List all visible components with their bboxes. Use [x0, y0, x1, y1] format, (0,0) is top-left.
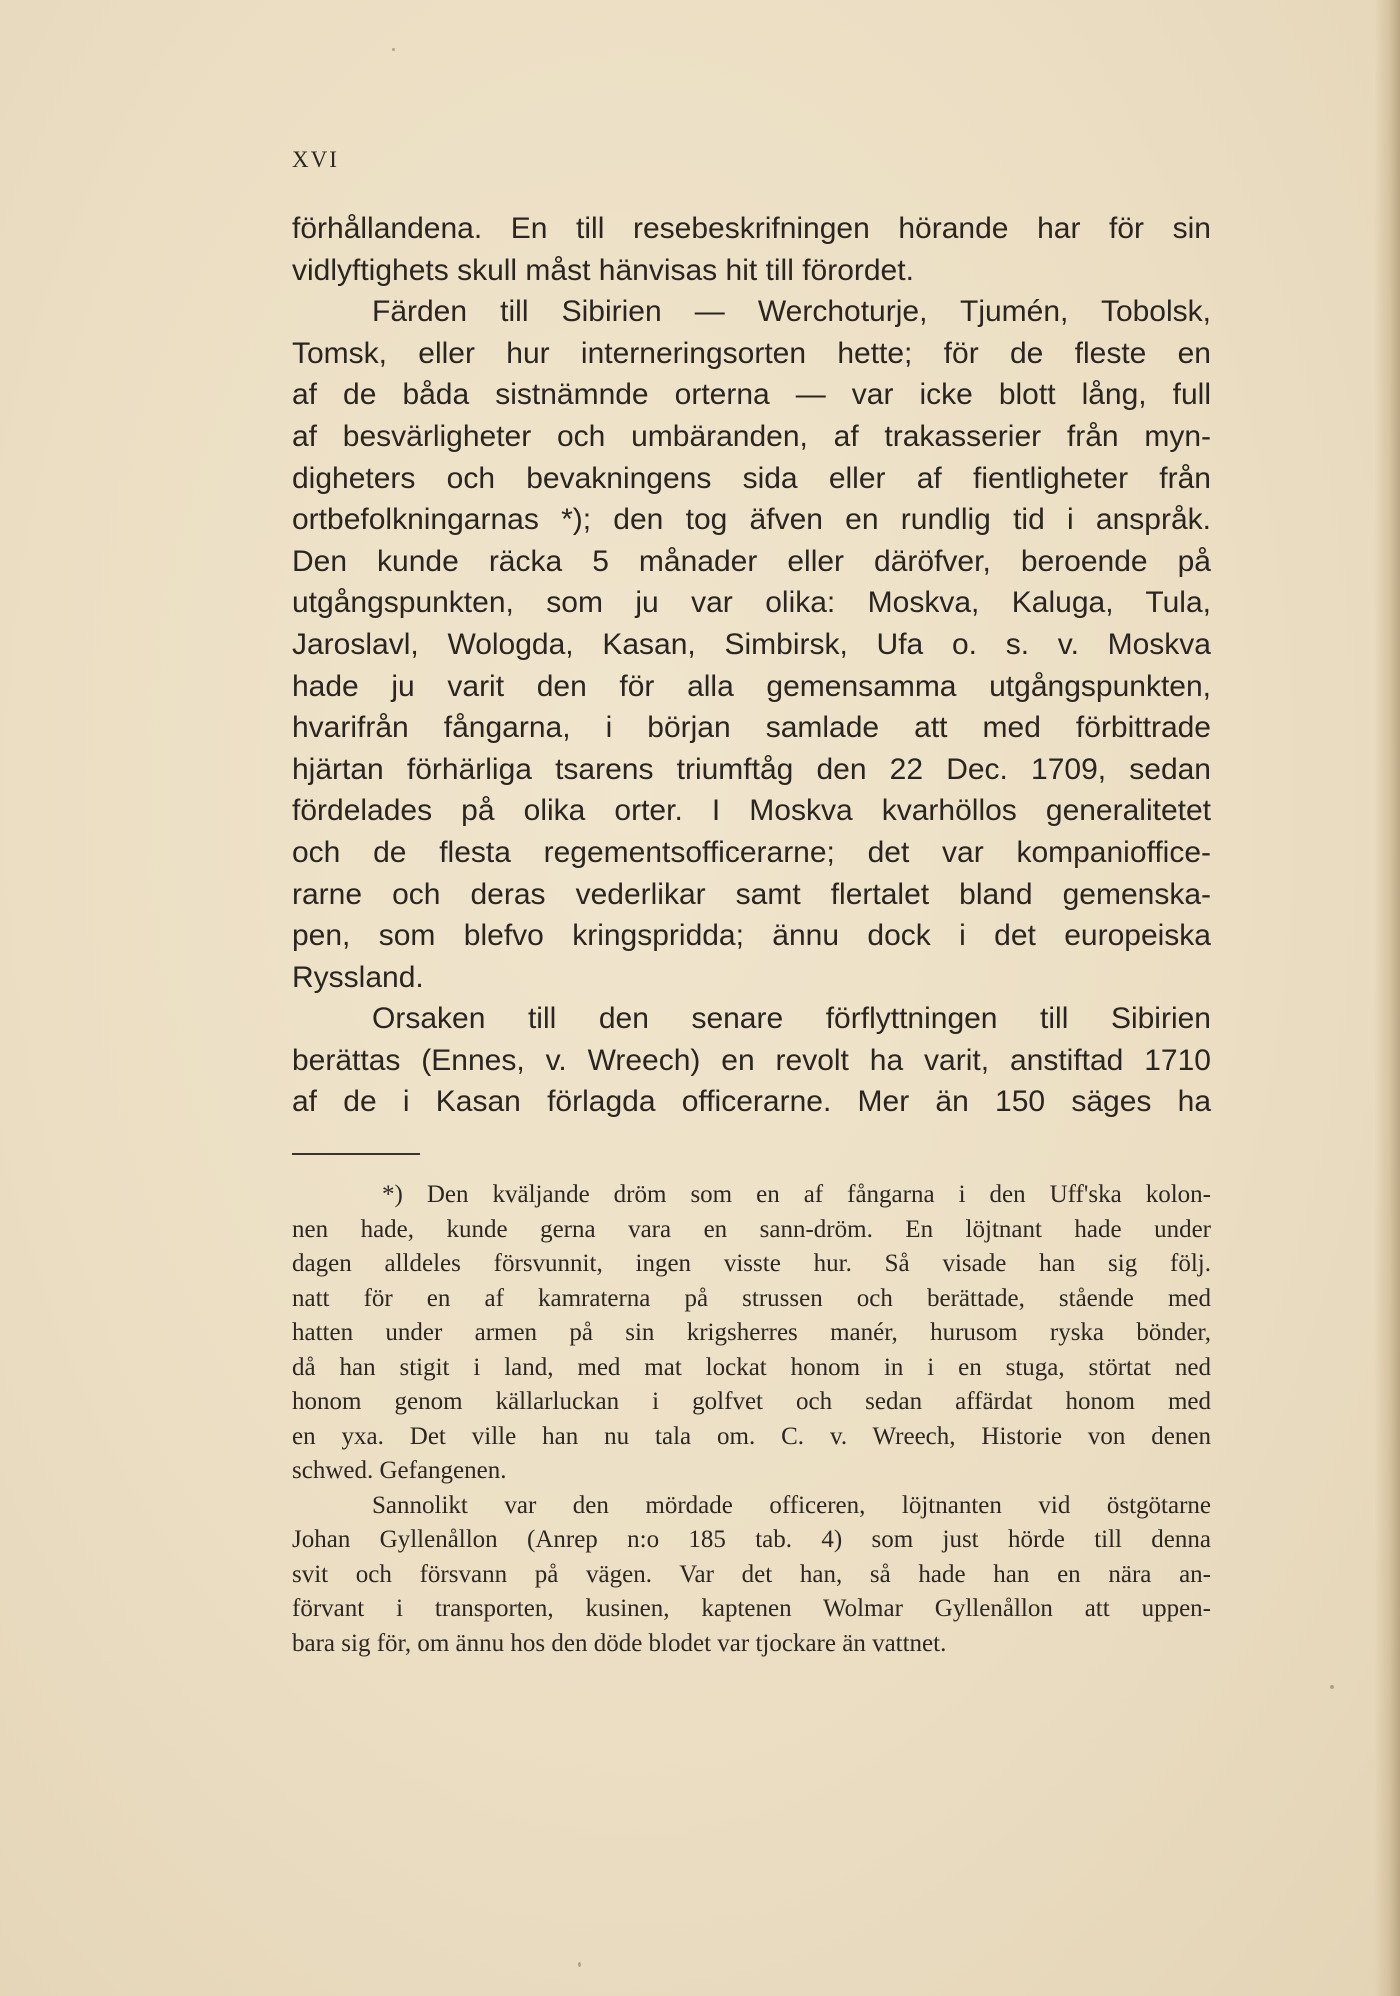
- paper-speck: [578, 1962, 581, 1967]
- paper-speck: [392, 48, 395, 51]
- footnote-paragraph-1: [292, 1178, 1211, 1489]
- text-line: fördelades på olika orter. I Moskva kvarhöllos generalitetet: [292, 794, 1211, 828]
- paper-speck: [1330, 1685, 1334, 1689]
- text-line: Färden till Sibirien — Werchoturje, Tjumén, Tobolsk,: [372, 295, 1211, 329]
- body-paragraph-2: [292, 291, 1211, 998]
- text-line: pen, som blefvo kringspridda; ännu dock i det europeiska: [292, 919, 1211, 953]
- text-line: vidlyftighets skull måst hänvisas hit till förordet.: [292, 253, 914, 287]
- footnote-line: dagen alldeles försvunnit, ingen visste hur. Så visade han sig följ.: [292, 1250, 1211, 1277]
- text-line: och de flesta regementsofficerarne; det var kompanioffice-: [292, 835, 1211, 869]
- footnote-line: förvant i transporten, kusinen, kaptenen Wolmar Gyllenållon att uppen-: [292, 1595, 1211, 1622]
- text-line: hvarifrån fångarna, i början samlade att med förbittrade: [292, 711, 1211, 745]
- text-line: Orsaken till den senare förflyttningen till Sibirien: [372, 1002, 1211, 1036]
- footnote-paragraph-2: [292, 1489, 1211, 1662]
- text-line: hade ju varit den för alla gemensamma utgångspunkten,: [292, 669, 1211, 703]
- body-paragraph-3: [292, 998, 1211, 1123]
- text-line: Tomsk, eller hur interneringsorten hette; för de fleste en: [292, 336, 1211, 370]
- footnote-line: *) Den kväljande dröm som en af fångarna i den Uff'ska kolon-: [382, 1181, 1211, 1208]
- text-line: Ryssland.: [292, 960, 424, 994]
- footnote-line: då han stigit i land, med mat lockat honom in i en stuga, störtat ned: [292, 1353, 1211, 1381]
- text-line: berättas (Ennes, v. Wreech) en revolt ha varit, anstiftad 1710: [292, 1043, 1211, 1077]
- text-line: hjärtan förhärliga tsarens triumftåg den 22 Dec. 1709, sedan: [292, 752, 1211, 786]
- footnotes: [292, 1178, 1211, 1661]
- text-line: utgångspunkten, som ju var olika: Moskva, Kaluga, Tula,: [292, 586, 1211, 620]
- footnote-line: Johan Gyllenållon (Anrep n:o 185 tab. 4) som just hörde till denna: [292, 1526, 1211, 1553]
- body-paragraph-1: [292, 208, 1211, 291]
- text-line: af besvärligheter och umbäranden, af trakasserier från myn-: [292, 419, 1211, 453]
- footnote-line: hatten under armen på sin krigsherres manér, hurusom ryska bönder,: [292, 1319, 1211, 1346]
- footnote-line: natt för en af kamraterna på strussen och berättade, stående med: [292, 1284, 1211, 1312]
- footnote-separator-rule: [292, 1153, 420, 1155]
- footnote-line: schwed. Gefangenen.: [292, 1457, 507, 1484]
- text-line: af de i Kasan förlagda officerarne. Mer än 150 säges ha: [292, 1085, 1211, 1119]
- text-line: ortbefolkningarnas *); den tog äfven en rundlig tid i anspråk.: [292, 503, 1211, 537]
- text-line: digheters och bevakningens sida eller af fientligheter från: [292, 461, 1211, 495]
- footnote-line: svit och försvann på vägen. Var det han, så hade han en nära an-: [292, 1560, 1211, 1588]
- footnote-line: Sannolikt var den mördade officeren, löjtnanten vid östgötarne: [372, 1491, 1211, 1519]
- text-line: Jaroslavl, Wologda, Kasan, Simbirsk, Ufa o. s. v. Moskva: [292, 627, 1211, 661]
- footnote-line: bara sig för, om ännu hos den döde blodet var tjockare än vattnet.: [292, 1629, 947, 1657]
- footnote-line: nen hade, kunde gerna vara en sann-dröm. En löjtnant hade under: [292, 1215, 1211, 1243]
- text-line: af de båda sistnämnde orterna — var icke blott lång, full: [292, 378, 1211, 412]
- page-edge-shadow: [1374, 0, 1400, 1996]
- text-line: Den kunde räcka 5 månader eller däröfver, beroende på: [292, 544, 1211, 578]
- footnote-line: en yxa. Det ville han nu tala om. C. v. Wreech, Historie von denen: [292, 1422, 1211, 1450]
- page-number: XVI: [292, 147, 339, 172]
- main-body-text: [292, 208, 1211, 1123]
- footnote-line: honom genom källarluckan i golfvet och sedan affärdat honom med: [292, 1388, 1211, 1415]
- text-line: rarne och deras vederlikar samt flertalet bland gemenska-: [292, 877, 1211, 911]
- text-line: förhållandena. En till resebeskrifningen hörande har för sin: [292, 212, 1211, 245]
